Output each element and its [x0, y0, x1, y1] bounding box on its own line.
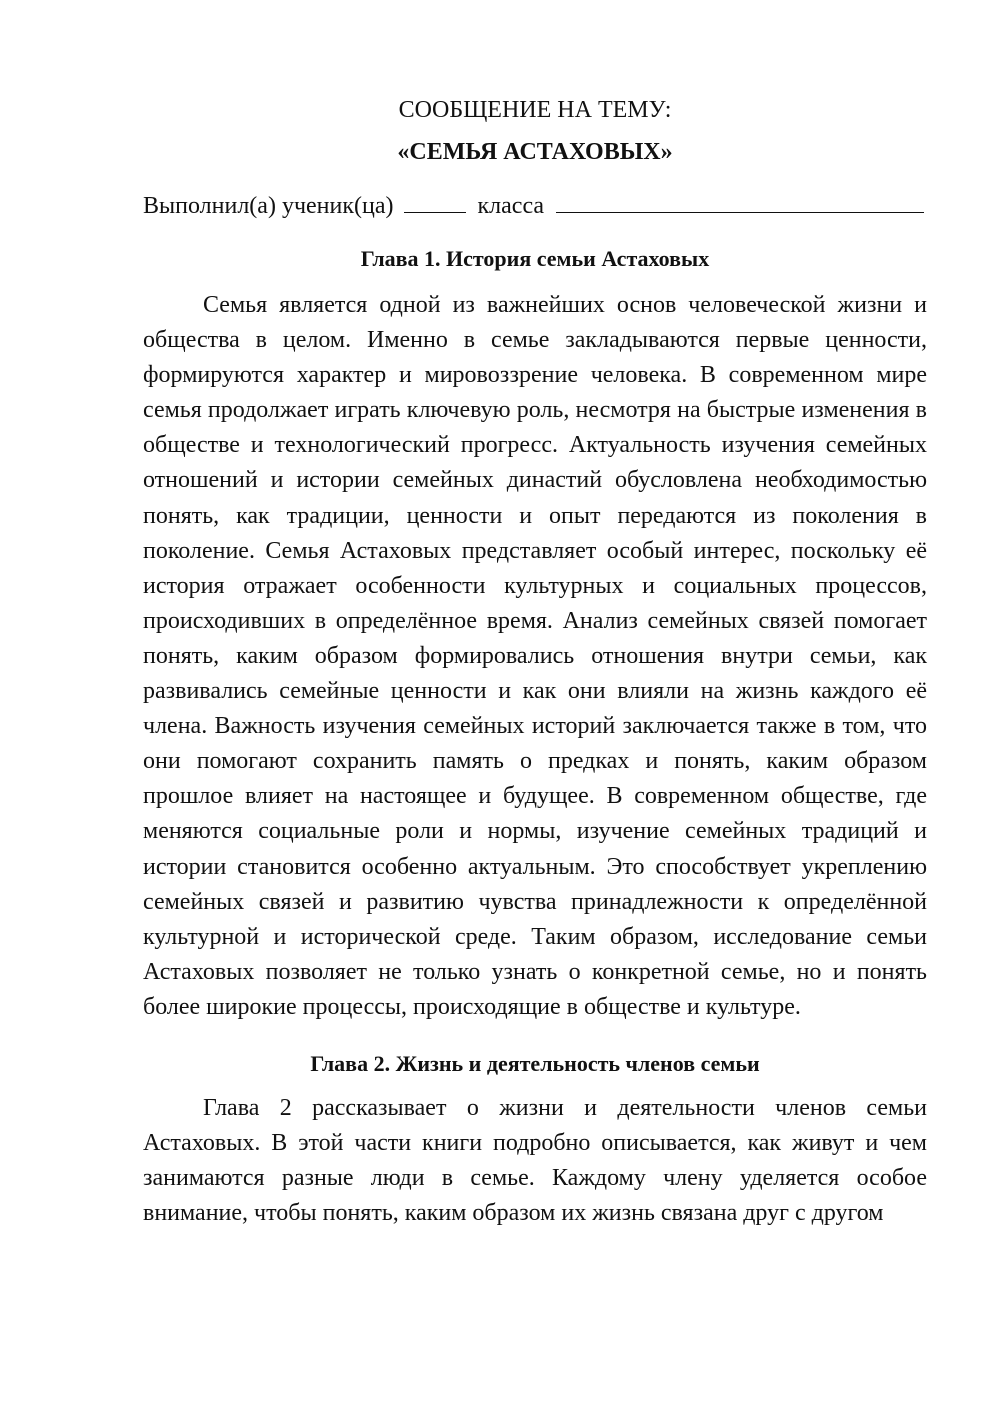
document-page — [143, 92, 927, 1231]
chapter-1-heading: Глава 1. История семьи Астаховых — [360, 246, 710, 271]
chapter-1-paragraph: Семья является одной из важнейших основ человеческой жизни и общества в целом. Именно в семье закладываются первые ценности, формируются характер и мировоззрение человека. В современном мире семья продолжает играть ключевую роль, несмотря на быстрые изменения в обществе и технологический прогресс. Актуальность изучения семейных отношений и истории семейных династий обусловлена необходимостью понять, как традиции, ценности и опыт передаются из поколения в поколение. Семья Астаховых представляет особый интерес, поскольку её история отражает особенности культурных и социальных процессов, происходивших в определённое время. Анализ семейных связей помогает понять, каким образом формировались отношения внутри семьи, как развивались семейные ценности и как они влияли на жизнь каждого её члена. Важность изучения семейных историй заключается также в том, что они помогают сохранить память о предках и понять, каким образом прошлое влияет на настоящее и будущее. В современном обществе, где меняются социальные роли и нормы, изучение семейных традиций и истории становится особенно актуальным. Это способствует укреплению семейных связей и развитию чувства принадлежности к определённой культурной и исторической среде. Таким образом, исследование семьи Астаховых позволяет не только узнать о конкретной семье, но и понять более широкие процессы, происходящие в обществе и культуре. — [143, 292, 927, 1020]
author-line-middle: класса — [477, 193, 545, 219]
document-title: СООБЩЕНИЕ НА ТЕМУ: — [398, 97, 672, 123]
chapter-2-heading: Глава 2. Жизнь и деятельность членов семьи — [310, 1050, 760, 1076]
author-line-prefix: Выполнил(а) ученик(ца) — [143, 193, 394, 219]
chapter-2-paragraph: Глава 2 рассказывает о жизни и деятельности членов семьи Астаховых. В этой части книги подробно описывается, как живут и чем занимаются разные люди в семье. Каждому члену уделяется особое внимание, чтобы понять, каким образом их жизнь связана друг с другом — [143, 1094, 927, 1227]
class-number-blank — [404, 192, 466, 213]
student-name-blank — [556, 192, 924, 213]
author-line — [143, 188, 927, 224]
document-subtitle: «СЕМЬЯ АСТАХОВЫХ» — [397, 139, 673, 165]
